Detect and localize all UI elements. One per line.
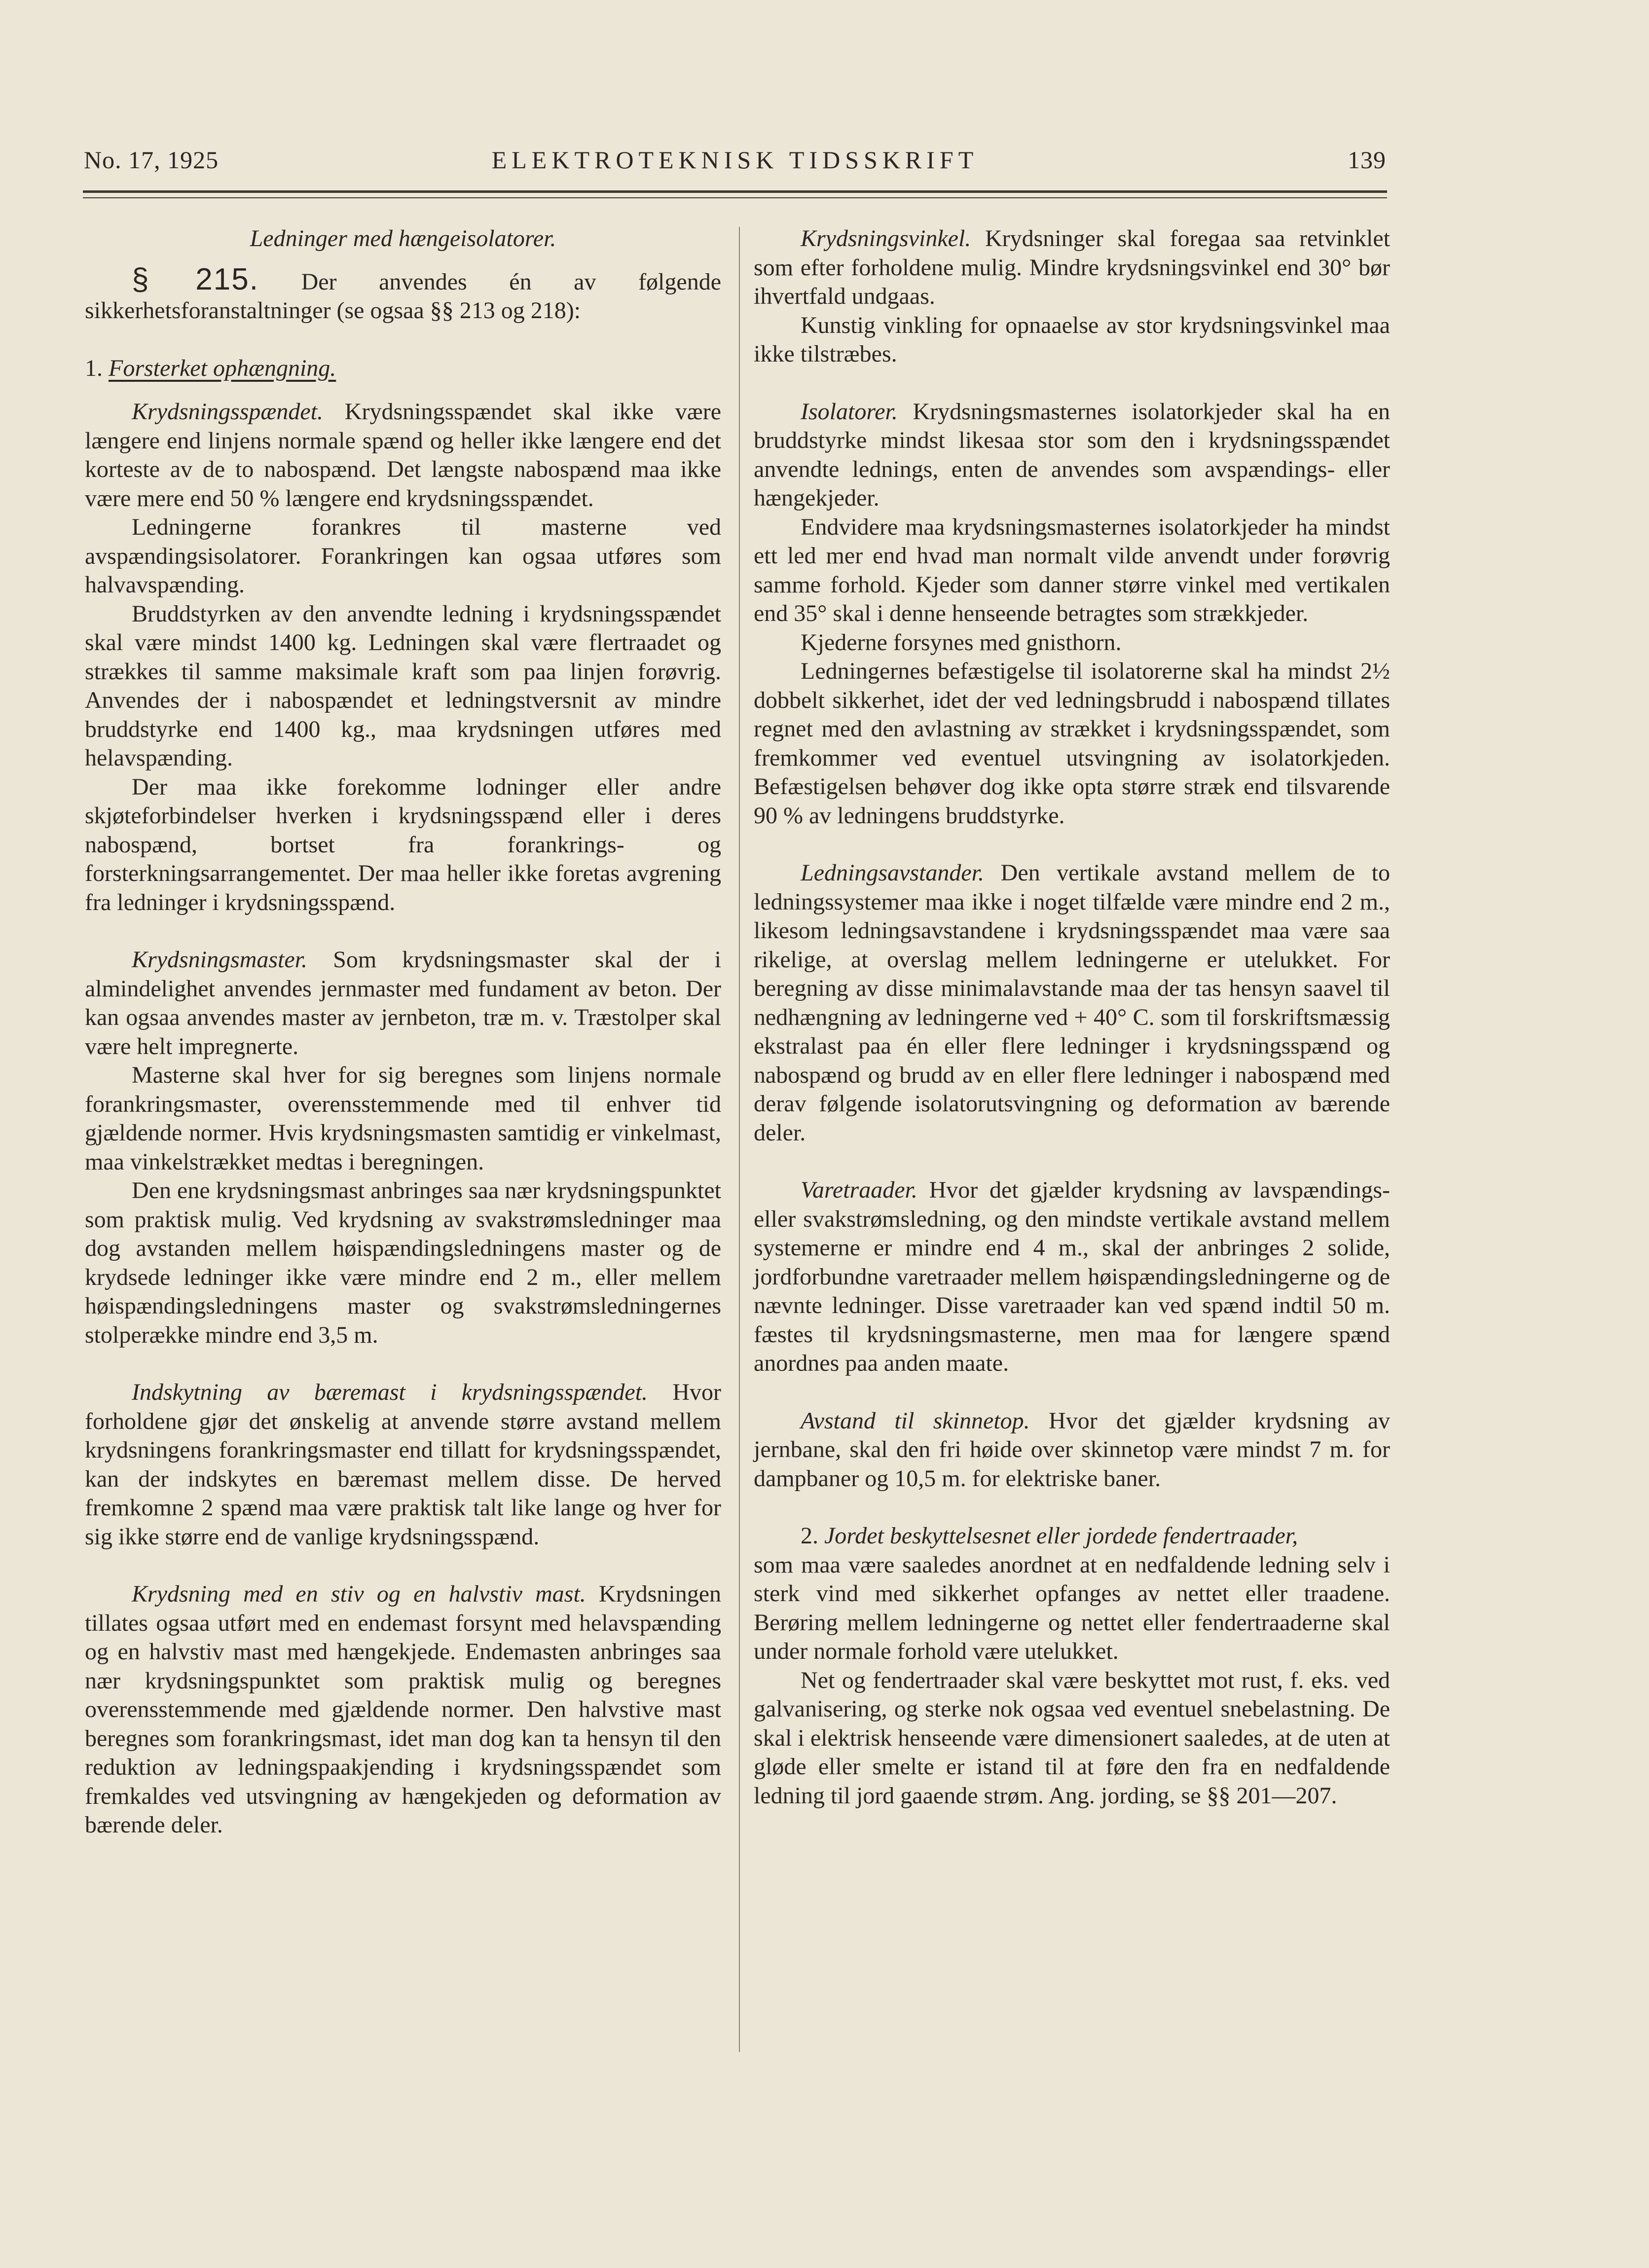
paragraph-text: Krydsningen tillates ogsaa utført med en endemast forsynt med helavspænding og en halvstiv mast med hængekjede. Endemasten anbringes saa nær krydsningspunktet som praktisk mulig og beregnes overensstemmende med gjældende normer. Den halvstive mast beregnes som forankringsmast, idet man dog kan ta hensyn til den reduktion av ledningspaakjending i krydsningsspændet som fremkaldes ved utsvingning av hængekjeden og deformation av bærende deler. — [85, 1581, 722, 1838]
paragraph-title: Isolatorer. — [801, 398, 898, 425]
paragraph — [85, 946, 721, 1061]
paragraph-text: Den vertikale avstand mellem de to ledningssystemer maa ikke i noget tilfælde være mindre end 2 m., likesom ledningsavstandene i krydsningsspændet maa være saa rikelige, at overslag mellem ledningerne er utelukket. For beregning av disse minimalavstande maa der tas hensyn saavel til nedhængning av ledningerne ved + 40° C. som til forskriftsmæssig ekstralast paa én eller flere ledninger i krydsningsspænd og nabospænd og brudd av en eller flere ledninger i nabospænd med derav følgende isolatorutsvingning og deformation av bærende deler. — [754, 860, 1391, 1146]
paragraph — [85, 1378, 721, 1551]
spacer — [85, 326, 721, 354]
spacer — [85, 383, 721, 398]
paragraph: Ledningerne forankres til masterne ved avspændingsisolatorer. Forankringen kan ogsaa utføres som halvavspænding. — [85, 514, 721, 598]
column-divider — [739, 227, 740, 2052]
paragraph — [85, 1580, 721, 1840]
spacer — [754, 369, 1390, 398]
paragraph: Bruddstyrken av den anvendte ledning i krydsningsspændet skal være mindst 1400 kg. Ledningen skal være flertraadet og strækkes til samme maksimale kraft som paa linjen forøvrig. Anvendes der i nabospændet et ledningstversnit av mindre bruddstyrke end 1400 kg., maa krydsningen utføres med helavspænding. — [85, 600, 721, 771]
section-text: Der anvendes én av følgende sikkerhetsforanstaltninger (se ogsaa §§ 213 og 218): — [85, 268, 721, 324]
paragraph: Kjederne forsynes med gnisthorn. — [801, 629, 1122, 656]
item-title: Jordet beskyttelsesnet eller jordede fendertraader, — [824, 1523, 1298, 1549]
paragraph-title: Krydsning med en stiv og en halvstiv mast. — [132, 1581, 586, 1607]
journal-title: ELEKTROTEKNISK TIDSSKRIFT — [491, 146, 979, 174]
paragraph-text: Hvor det gjælder krydsning av lavspændings- eller svakstrømsledning, og den mindste vertikale avstand mellem systemerne er mindre end 4 m., skal der anbringes 2 solide, jordforbundne varetraader mellem høispændingsledningerne og de nævnte ledninger. Disse varetraader kan ved spænd indtil 50 m. fæstes til krydsningsmasterne, men maa for længere spænd anordnes paa anden maate. — [754, 1177, 1391, 1376]
paragraph: som maa være saaledes anordnet at en nedfaldende ledning selv i sterk vind med sikkerhet opfanges av nettet eller traadene. Berøring mellem ledningerne og nettet eller fendertraaderne skal under normale forhold være utelukket. — [754, 1551, 1390, 1664]
paragraph — [754, 1407, 1390, 1494]
page-number: 139 — [1348, 146, 1386, 174]
paragraph: Endvidere maa krydsningsmasternes isolatorkjeder ha mindst ett led mer end hvad man normalt vilde anvendt under forøvrig samme forhold. Kjeder som danner større vinkel med vertikalen end 35° skal i denne henseende betragtes som strækkjeder. — [754, 513, 1390, 626]
spacer — [85, 1551, 721, 1580]
paragraph-title: Varetraader. — [801, 1177, 917, 1203]
paragraph — [85, 398, 721, 513]
paragraph-title: Ledningsavstander. — [801, 860, 984, 886]
paragraph — [754, 398, 1390, 513]
paragraph-title: Indskytning av bæremast i krydsningsspændet. — [132, 1379, 648, 1405]
paragraph: Kunstig vinkling for opnaaelse av stor krydsningsvinkel maa ikke tilstræbes. — [754, 312, 1390, 367]
item-2-heading — [754, 1522, 1390, 1551]
spacer — [754, 1378, 1390, 1407]
paragraph-title: Krydsningsspændet. — [132, 399, 324, 425]
paragraph — [754, 859, 1390, 1147]
paragraph: Den ene krydsningsmast anbringes saa nær krydsningspunktet som praktisk mulig. Ved krydsning av svakstrømsledninger maa dog avstanden mellem høispændingsledningens master og de krydsede ledninger ikke være mindre end 2 m., eller mellem høispændingsledningens master og svakstrømsledningernes stolperække mindre end 3,5 m. — [85, 1177, 721, 1348]
spacer — [754, 830, 1390, 859]
paragraph — [754, 224, 1390, 311]
spacer — [85, 917, 721, 946]
paragraph-title: Krydsningsvinkel. — [801, 225, 971, 252]
paragraph-title: Avstand til skinnetop. — [801, 1407, 1030, 1434]
section-215 — [85, 262, 721, 326]
paragraph-text: Krydsningsspændet skal ikke være længere end linjens normale spænd og heller ikke længere end det korteste av de to nabospænd. Det længste nabospænd maa ikke være mere end 50 % længere end krydsningsspændet. — [85, 399, 722, 512]
paragraph: Der maa ikke forekomme lodninger eller andre skjøteforbindelser hverken i krydsningsspænd eller i deres nabospænd, bortset fra forankrings- og forsterkningsarrangementet. Der maa heller ikke foretas avgrening fra ledninger i krydsningsspænd. — [85, 773, 721, 915]
issue-number: No. 17, 1925 — [84, 146, 219, 174]
header-rule-thick — [83, 190, 1387, 193]
item-1-heading — [85, 354, 721, 383]
spacer — [754, 1147, 1390, 1176]
paragraph: Ledningernes befæstigelse til isolatorerne skal ha mindst 2½ dobbelt sikkerhet, idet der ved ledningsbrudd i nabospænd tillates regnet med den avlastning av strækket i krydsningsspændet, som fremkommer ved eventuel utsvingning av isolatorkjeden. Befæstigelsen behøver dog ikke opta større stræk end tilsvarende 90 % av ledningens bruddstyrke. — [754, 658, 1390, 829]
spacer — [754, 1493, 1390, 1522]
section-number: § 215. — [132, 262, 259, 296]
left-column — [85, 224, 721, 1840]
paragraph: Net og fendertraader skal være beskyttet mot rust, f. eks. ved galvanisering, og sterke nok ogsaa ved eventuel snebelastning. De skal i elektrisk henseende være dimensionert saaledes, at de uten at gløde eller smelte er istand til at føre den fra en nedfaldende ledning til jord gaaende strøm. Ang. jording, se §§ 201—207. — [754, 1667, 1390, 1809]
item-number: 1. — [85, 355, 103, 381]
running-header — [84, 141, 1386, 180]
right-column — [754, 224, 1390, 1810]
paragraph-text: Hvor forholdene gjør det ønskelig at anvende større avstand mellem krydsningens forankringsmaster end tillatt for krydsningsspændet, kan der indskytes en bæremast mellem disse. De herved fremkomne 2 spænd maa være praktisk talt like lange og hver for sig ikke større end de vanlige krydsningsspænd. — [85, 1379, 721, 1550]
paragraph-text: Krydsninger skal foregaa saa retvinklet som efter forholdene mulig. Mindre krydsningsvinkel end 30° bør ihvertfald undgaas. — [754, 225, 1390, 309]
paragraph: Masterne skal hver for sig beregnes som linjens normale forankringsmaster, overensstemmende med til enhver tid gjældende normer. Hvis krydsningsmasten samtidig er vinkelmast, maa vinkelstrækket medtas i beregningen. — [85, 1062, 721, 1175]
paragraph-text: Krydsningsmasternes isolatorkjeder skal ha en bruddstyrke mindst likesaa stor som den i krydsningsspændet anvendte lednings, enten de anvendes som avspændings- eller hængekjeder. — [754, 398, 1391, 511]
header-rule-thin — [83, 197, 1387, 198]
spacer — [85, 1350, 721, 1378]
paragraph — [754, 1176, 1390, 1378]
paragraph-title: Krydsningsmaster. — [132, 947, 308, 973]
paragraph-text: Hvor det gjælder krydsning av jernbane, skal den fri høide over skinnetop være mindst 7 m. for dampbaner og 10,5 m. for elektriske baner. — [754, 1407, 1391, 1492]
paragraph-text: Som krydsningsmaster skal der i almindelighet anvendes jernmaster med fundament av beton. Der kan ogsaa anvendes master av jernbeton, træ m. v. Træstolper skal være helt impregnerte. — [85, 947, 722, 1060]
section-heading: Ledninger med hængeisolatorer. — [250, 225, 556, 252]
item-number: 2. — [801, 1523, 818, 1549]
item-title: Forsterket ophængning. — [109, 355, 336, 381]
